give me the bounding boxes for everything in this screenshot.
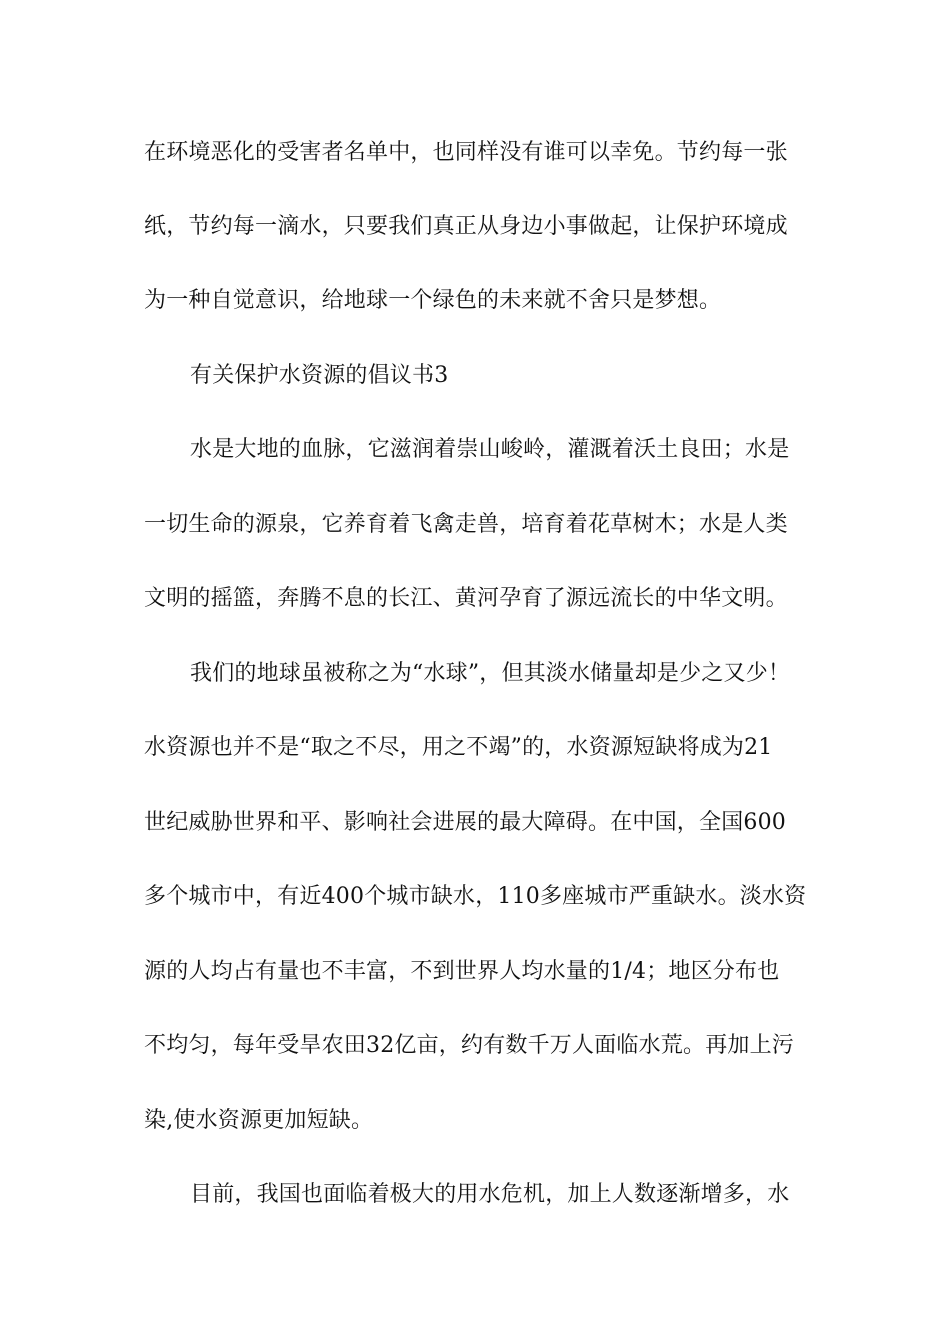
paragraph-line: 多个城市中，有近400个城市缺水，110多座城市严重缺水。淡水资 xyxy=(144,884,807,909)
paragraph-line: 目前，我国也面临着极大的用水危机，加上人数逐渐增多，水 xyxy=(190,1182,790,1207)
paragraph-line: 源的人均占有量也不丰富，不到世界人均水量的1/4；地区分布也 xyxy=(144,959,780,984)
paragraph-line: 纸，节约每一滴水，只要我们真正从身边小事做起，让保护环境成 xyxy=(144,214,788,239)
paragraph-line: 为一种自觉意识，给地球一个绿色的未来就不舍只是梦想。 xyxy=(144,288,722,313)
paragraph-line: 水资源也并不是“取之不尽，用之不竭”的，水资源短缺将成为21 xyxy=(144,735,773,760)
paragraph-line: 我们的地球虽被称之为“水球”，但其淡水储量却是少之又少！ xyxy=(190,661,791,686)
paragraph-line: 文明的摇篮，奔腾不息的长江、黄河孕育了源远流长的中华文明。 xyxy=(144,586,788,611)
paragraph-line: 染,使水资源更加短缺。 xyxy=(144,1108,374,1133)
section-heading: 有关保护水资源的倡议书3 xyxy=(190,363,449,388)
paragraph-line: 世纪威胁世界和平、影响社会进展的最大障碍。在中国，全国600 xyxy=(144,810,786,835)
paragraph-line: 在环境恶化的受害者名单中，也同样没有谁可以幸免。节约每一张 xyxy=(144,140,788,165)
paragraph-line: 一切生命的源泉，它养育着飞禽走兽，培育着花草树木；水是人类 xyxy=(144,512,788,537)
paragraph-line: 水是大地的血脉，它滋润着崇山峻岭，灌溉着沃土良田；水是 xyxy=(190,437,790,462)
paragraph-line: 不均匀，每年受旱农田32亿亩，约有数千万人面临水荒。再加上污 xyxy=(144,1033,794,1058)
